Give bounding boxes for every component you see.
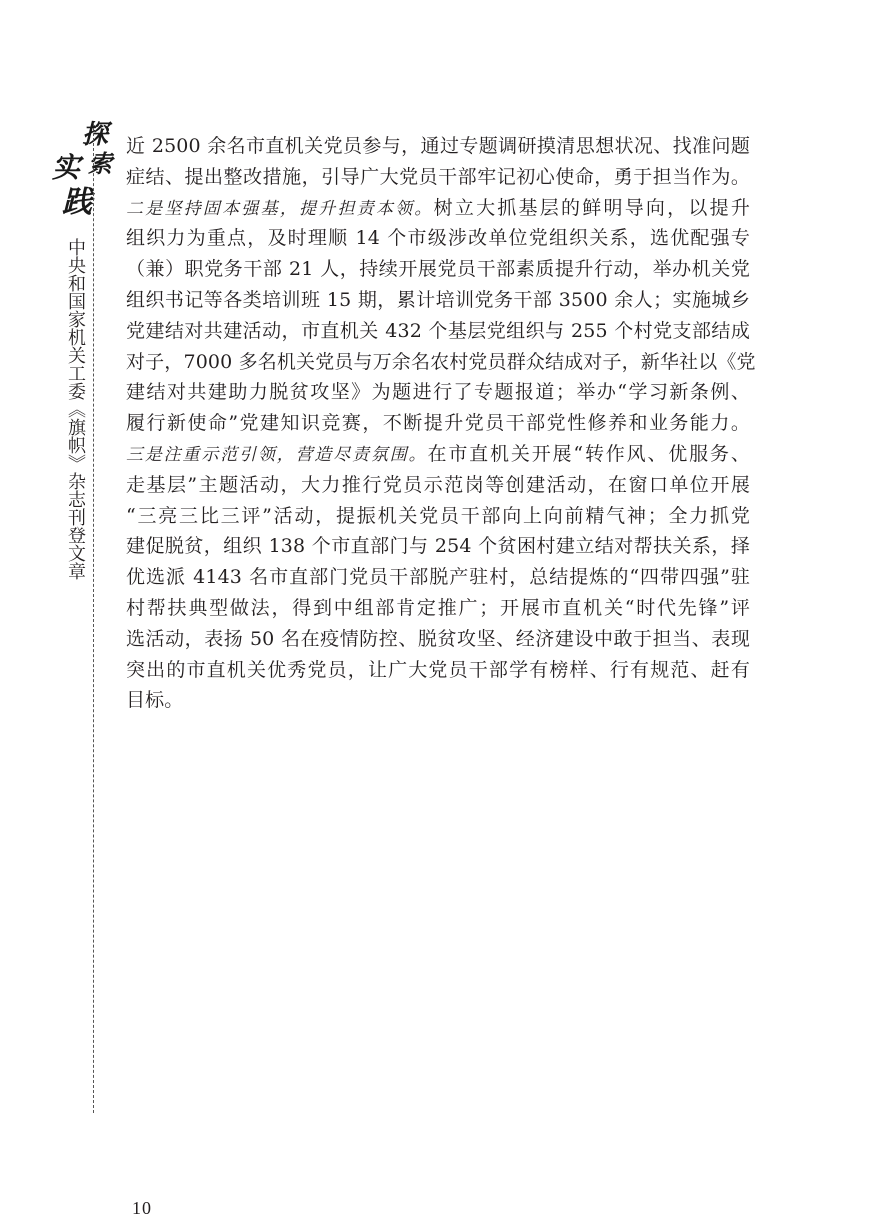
text-line: 走基层”主题活动，大力推行党员示范岗等创建活动，在窗口单位开展 <box>126 473 750 496</box>
text-line: 履行新使命”党建知识竞赛，不断提升党员干部党性修养和业务能力。 <box>126 412 750 435</box>
text-line: 村帮扶典型做法，得到中组部肯定推广；开展市直机关“时代先锋”评 <box>126 596 750 619</box>
text-line: 优选派 4143 名市直部门党员干部脱产驻村，总结提炼的“四带四强”驻 <box>126 566 750 589</box>
section-logo: 探 索 实 践 <box>52 120 112 220</box>
sidebar <box>50 118 152 1218</box>
text-line: 近 2500 余名市直机关党员参与，通过专题调研摸清思想状况、找准问题 <box>126 135 750 157</box>
page-number: 10 <box>132 1198 152 1218</box>
text-line: 对子，7000 多名机关党员与万余名农村党员群众结成对子，新华社以《党 <box>126 350 756 373</box>
emphasis-heading: 三是注重示范引领，营造尽责氛围。 <box>126 444 428 465</box>
text-line: “三亮三比三评”活动，提振机关党员干部向上向前精气神；全力抓党 <box>126 504 750 527</box>
text-line: 目标。 <box>126 689 184 712</box>
text-line: 选活动，表扬 50 名在疫情防控、脱贫攻坚、经济建设中敢于担当、表现 <box>126 627 750 650</box>
emphasis-heading: 二是坚持固本强基，提升担责本领。 <box>126 198 434 219</box>
text-line: 建结对共建助力脱贫攻坚》为题进行了专题报道；举办“学习新条例、 <box>126 381 750 404</box>
text-line: 突出的市直机关优秀党员，让广大党员干部学有榜样、行有规范、赶有 <box>126 658 750 681</box>
text-line: （兼）职党务干部 21 人，持续开展党员干部素质提升行动，举办机关党 <box>126 258 750 281</box>
text-line: 建促脱贫，组织 138 个市直部门与 254 个贫困村建立结对帮扶关系，择 <box>126 535 750 558</box>
text-line: 组织书记等各类培训班 15 期，累计培训党务干部 3500 余人；实施城乡 <box>126 288 750 311</box>
source-label: 中央和国家机关工委《旗帜》杂志刊登文章 <box>65 238 86 580</box>
dashed-divider <box>93 123 94 1113</box>
text-line: 症结、提出整改措施，引导广大党员干部牢记初心使命，勇于担当作为。 <box>126 165 750 188</box>
text-line: 党建结对共建活动，市直机关 432 个基层党组织与 255 个村党支部结成 <box>126 319 750 342</box>
text-line: 三是注重示范引领，营造尽责氛围。在市直机关开展“转作风、优服务、 <box>126 442 750 465</box>
text-line: 二是坚持固本强基，提升担责本领。树立大抓基层的鲜明导向，以提升 <box>126 196 750 219</box>
article-body <box>126 131 756 716</box>
text-line: 组织力为重点，及时理顺 14 个市级涉改单位党组织关系，选优配强专 <box>126 227 750 250</box>
